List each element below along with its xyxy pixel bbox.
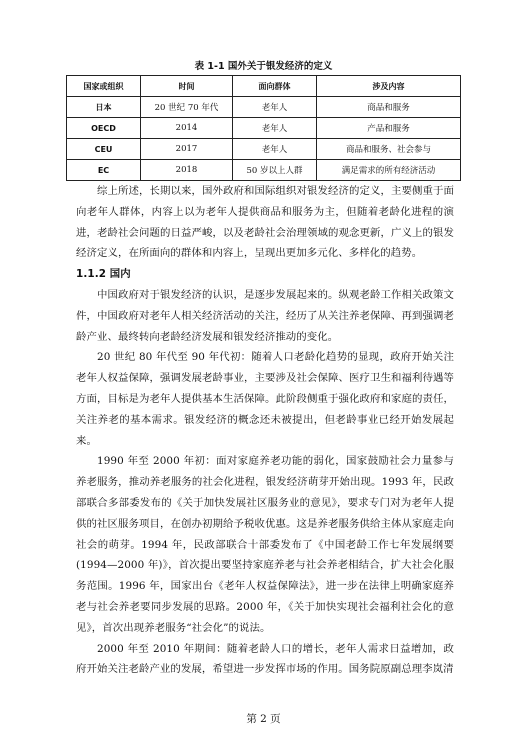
cell-content: 满足需求的所有经济活动 [317,160,461,181]
cell-org: 日本 [67,97,141,118]
cell-group: 老年人 [233,139,317,160]
cell-time: 2017 [141,139,233,160]
cell-content: 商品和服务 [317,97,461,118]
page-number: 第 2 页 [246,713,281,725]
cell-time: 2018 [141,160,233,181]
paragraph: 综上所述，长期以来，国外政府和国际组织对银发经济的定义，主要侧重于面向老年人群体，内容上以为老年人提供商品和服务为主，但随着老龄化进程的演进，老龄社会问题的日益严峻，以及老龄社会治理领域的观念更新，广义上的银发经济定义，在所面向的群体和内容上，呈现出更加多元化、多样化的趋势。 [76,185,454,260]
paragraph: 20 世纪 80 年代至 90 年代初：随着人口老龄化趋势的显现，政府开始关注老年人权益保障，强调发展老龄事业，主要涉及社会保障、医疗卫生和福利待遇等方面，目标是为老年人提供基本生活保障。此阶段侧重于强化政府和家庭的责任，关注养老的基本需求。银发经济的概念还未被提出，但老龄事业已经开始发展起来。 [76,351,454,447]
cell-group: 50 岁以上人群 [233,160,317,181]
header-time: 时间 [141,76,233,97]
cell-org: OECD [67,118,141,139]
definition-table [66,75,461,181]
section-heading: 1.1.2 国内 [76,268,131,281]
cell-group: 老年人 [233,118,317,139]
cell-org: CEU [67,139,141,160]
cell-time: 2014 [141,118,233,139]
cell-content: 产品和服务 [317,118,461,139]
table-row [67,160,461,181]
header-org: 国家或组织 [67,76,141,97]
cell-time: 20 世纪 70 年代 [141,97,233,118]
table-row [67,118,461,139]
table-row [67,97,461,118]
paragraph: 2000 年至 2010 年期间：随着老龄人口的增长，老年人需求日益增加，政府开始关注老龄产业的发展，希望进一步发挥市场的作用。国务院原副总理李岚清 [76,642,454,676]
table-row [67,139,461,160]
table-caption: 表 1-1 国外关于银发经济的定义 [194,61,333,72]
header-content: 涉及内容 [317,76,461,97]
header-group: 面向群体 [233,76,317,97]
table-header-row [67,76,461,97]
cell-org: EC [67,160,141,181]
paragraph: 1990 年至 2000 年初：面对家庭养老功能的弱化，国家鼓励社会力量参与养老服务，推动养老服务的社会化进程，银发经济萌芽开始出现。1993 年，民政部联合多部委发布的《关于加快发展社区服务业的意见》，要求专门对为老年人提供的社区服务项目，在创办初期给予税收优惠。这是养老服务供给主体从家庭走向社会的萌芽。1994 年，民政部联合十部委发布了《中国老龄工作七年发展纲要(1994—2000 年)》，首次提出要坚持家庭养老与社会养老相结合，扩大社会化服务范围。1996 年，国家出台《老年人权益保障法》，进一步在法律上明确家庭养老与社会养老要同步发展的思路。2000 年，《关于加快实现社会福利社会化的意见》，首次出现养老服务“社会化”的说法。 [76,455,454,634]
paragraph: 中国政府对于银发经济的认识，是逐步发展起来的。纵观老龄工作相关政策文件，中国政府对老年人相关经济活动的关注，经历了从关注养老保障、再到强调老龄产业、最终转向老龄经济发展和银发经济推动的变化。 [76,288,454,343]
cell-group: 老年人 [233,97,317,118]
body-text [76,181,454,680]
cell-content: 商品和服务、社会参与 [317,139,461,160]
